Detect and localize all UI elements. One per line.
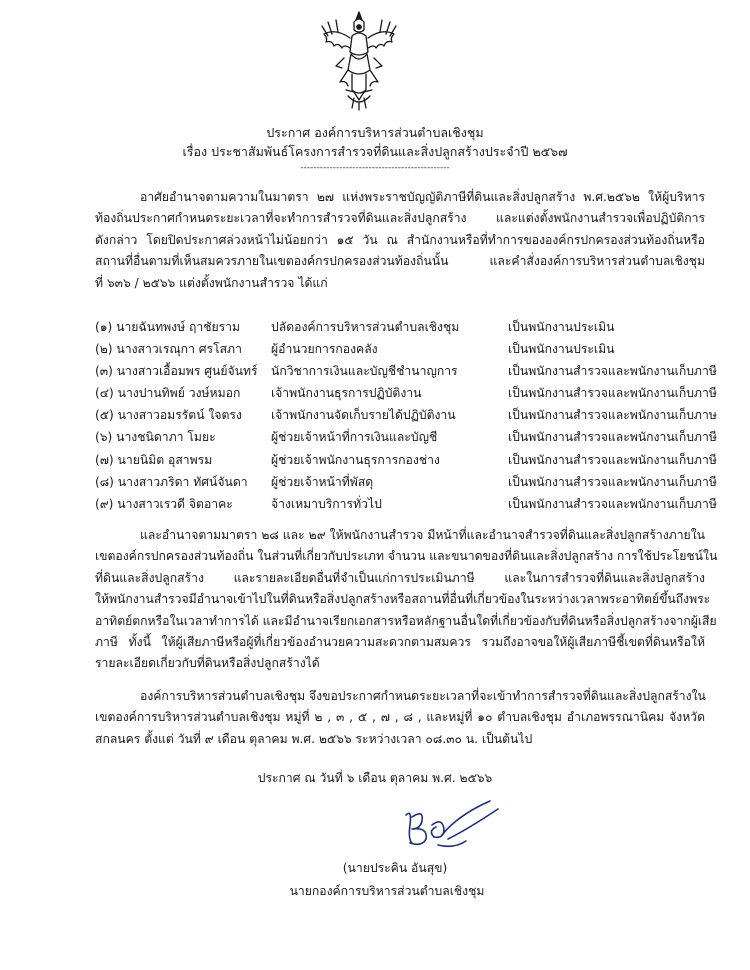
announcement-date: ประกาศ ณ วันที่ ๖ เดือน ตุลาคม พ.ศ. ๒๕๖๖ bbox=[257, 771, 493, 785]
authority-line: รายละเอียดเกี่ยวกับที่ดินหรือสิ่งปลูกสร้างได้ bbox=[95, 656, 320, 671]
staff-name: (๘) นางสาวภริดา ทัศน์จันดา bbox=[95, 474, 248, 489]
staff-row bbox=[95, 451, 715, 473]
staff-name: (๖) นางชนิดาภา โมยะ bbox=[95, 430, 216, 445]
announcement-subject: เรื่อง ประชาสัมพันธ์โครงการสำรวจที่ดินและสิ่งปลูกสร้างประจำปี ๒๕๖๗ bbox=[182, 144, 568, 159]
authority-line: อาทิตย์ตกหรือในเวลาทำการได้ และมีอำนาจเรียกเอกสารหรือหลักฐานอื่นใดที่เกี่ยวข้องกับที่ดินหรือสิ่งปลูกสร้างจากผู้เสีย bbox=[95, 613, 717, 628]
announcement-line: สกลนคร ตั้งแต่ วันที่ ๙ เดือน ตุลาคม พ.ศ. ๒๕๖๖ ระหว่างเวลา ๐๘.๓๐ น. เป็นต้นไป bbox=[95, 731, 533, 746]
staff-row bbox=[95, 340, 715, 362]
authority-line: และอำนาจตามมาตรา ๒๘ และ ๒๙ ให้พนักงานสำรวจ มีหน้าที่และอำนาจสำรวจที่ดินและสิ่งปลูกสร้างภายใน bbox=[140, 528, 705, 542]
staff-role: เป็นพนักงานสำรวจและพนักงานเก็บภาษี bbox=[508, 496, 717, 511]
intro-line: ที่ ๖๓๖ / ๒๕๖๖ แต่งตั้งพนักงานสำรวจ ได้แก่ bbox=[95, 275, 328, 290]
staff-position: ผู้ช่วยเจ้าหน้าที่การเงินและบัญชี bbox=[271, 430, 438, 445]
staff-role: เป็นพนักงานสำรวจและพนักงานเก็บภาษี bbox=[508, 474, 717, 489]
staff-row bbox=[95, 318, 715, 340]
staff-list bbox=[95, 318, 715, 517]
staff-name: (๔) นางปานทิพย์ วงษ์หมอก bbox=[95, 386, 241, 401]
authority-paragraph bbox=[95, 525, 718, 675]
staff-role: เป็นพนักงานประเมิน bbox=[508, 342, 615, 357]
garuda-emblem-icon bbox=[318, 8, 400, 114]
staff-position: เจ้าพนักงานธุรการปฏิบัติงาน bbox=[271, 386, 422, 401]
staff-position: ปลัดองค์การบริหารส่วนตำบลเชิงชุม bbox=[271, 320, 460, 334]
intro-paragraph bbox=[95, 187, 705, 294]
staff-position: เจ้าพนักงานจัดเก็บรายได้ปฏิบัติงาน bbox=[271, 408, 456, 423]
staff-name: (๕) นางสาวอมรรัตน์ ใจตรง bbox=[95, 408, 242, 423]
intro-line: ดังกล่าว โดยปิดประกาศล่วงหน้าไม่น้อยกว่า ๑๕ วัน ณ สำนักงานหรือที่ทำการขององค์กรปกครองส่วนท้องถิ่นหรือ bbox=[95, 232, 705, 247]
staff-role: เป็นพนักงานประเมิน bbox=[508, 320, 615, 334]
signer-position: นายกองค์การบริหารส่วนตำบลเชิงชุม bbox=[289, 884, 485, 898]
announcement-title: ประกาศ องค์การบริหารส่วนตำบลเชิงชุม bbox=[266, 125, 484, 140]
authority-line: ที่ดินและสิ่งปลูกสร้าง และรายละเอียดอื่นที่จำเป็นแก่การประเมินภาษี และในการสำรวจที่ดินและสิ่งปลูกสร้าง bbox=[95, 570, 705, 585]
staff-role: เป็นพนักงานสำรวจและพนักงานเก็บภาษี bbox=[508, 364, 717, 379]
staff-role: เป็นพนักงานสำรวจและพนักงานเก็บภาษี bbox=[508, 386, 717, 401]
staff-position: ผู้อำนวยการกองคลัง bbox=[271, 342, 378, 357]
staff-row bbox=[95, 384, 715, 406]
announcement-line: องค์การบริหารส่วนตำบลเชิงชุม จึงขอประกาศกำหนดระยะเวลาที่จะเข้าทำการสำรวจที่ดินและสิ่งปลูกสร้างใน bbox=[140, 689, 706, 703]
staff-position: ผู้ช่วยเจ้าหน้าที่พัสดุ bbox=[271, 474, 374, 489]
staff-row bbox=[95, 428, 715, 450]
staff-position: นักวิชาการเงินและบัญชีชำนาญการ bbox=[271, 364, 458, 379]
staff-position: ผู้ช่วยเจ้าพนักงานธุรการกองช่าง bbox=[271, 452, 440, 467]
staff-name: (๑) นายฉันทพงษ์ ฤาชัยราม bbox=[95, 320, 241, 334]
staff-row bbox=[95, 495, 715, 517]
authority-line: ภาษี ทั้งนี้ ให้ผู้เสียภาษีหรือผู้ที่เกี่ยวข้องอำนวยความสะดวกตามสมควร รวมถึงอาจขอให้ผู้เสียภาษีชี้เขตที่ดินหรือให้ bbox=[95, 635, 705, 650]
staff-name: (๙) นางสาวเรวดี จิตอาคะ bbox=[95, 496, 233, 511]
intro-line: สถานที่อื่นตามที่เห็นสมควรภายในเขตองค์กรปกครองส่วนท้องถิ่นนั้น และคำสั่งองค์การบริหารส่วนตำบลเชิงชุม bbox=[95, 254, 705, 269]
staff-name: (๗) นายนิมิต อุสาพรม bbox=[95, 452, 213, 467]
authority-line: ให้พนักงานสำรวจมีอำนาจเข้าไปในที่ดินหรือสิ่งปลูกสร้างหรือสถานที่อื่นที่เกี่ยวข้องในระหว่างเวลาพระอาทิตย์ขึ้นถึงพระ bbox=[95, 592, 711, 607]
staff-role: เป็นพนักงานสำรวจและพนักงานเก็บภาษี bbox=[508, 452, 717, 467]
staff-row bbox=[95, 362, 715, 384]
intro-line: อาศัยอำนาจตามความในมาตรา ๒๗ แห่งพระราชบัญญัติภาษีที่ดินและสิ่งปลูกสร้าง พ.ศ.๒๕๖๒ ให้ผู้บริหาร bbox=[140, 190, 705, 204]
staff-role: เป็นพนักงานสำรวจและพนักงานเก็บภาษี bbox=[508, 430, 717, 445]
staff-name: (๒) นางสาวเรณุกา ศรโสภา bbox=[95, 342, 242, 357]
staff-role: เป็นพนักงานสำรวจและพนักงานเก็บภาษ bbox=[508, 408, 717, 423]
title-divider: ---------------------------------------------- bbox=[300, 163, 450, 173]
authority-line: เขตองค์กรปกครองส่วนท้องถิ่น ในส่วนที่เกี่ยวกับประเภท จำนวน และขนาดของที่ดินและสิ่งปลูกสร้าง การใช้ประโยชน์ใน bbox=[95, 549, 718, 564]
staff-name: (๓) นางสาวเอื้อมพร ศูนย์จันทร์ bbox=[95, 364, 258, 379]
announcement-line: เขตองค์การบริหารส่วนตำบลเชิงชุม หมู่ที่ ๒ , ๓ , ๕ , ๗ , ๘ , และหมู่ที่ ๑๐ ตำบลเชิงชุม อำเภอพรรณานิคม จังหวัด bbox=[95, 710, 705, 725]
staff-position: จ้างเหมาบริการทั่วไป bbox=[271, 496, 382, 511]
signer-name: (นายประคิน อันสุข) bbox=[342, 861, 448, 875]
handwritten-signature bbox=[398, 795, 508, 857]
staff-row bbox=[95, 406, 715, 428]
intro-line: ท้องถิ่นประกาศกำหนดระยะเวลาที่จะทำการสำรวจที่ดินและสิ่งปลูกสร้าง และแต่งตั้งพนักงานสำรวจเพื่อปฏิบัติการ bbox=[95, 211, 705, 226]
announcement-paragraph bbox=[95, 686, 705, 750]
staff-row bbox=[95, 473, 715, 495]
